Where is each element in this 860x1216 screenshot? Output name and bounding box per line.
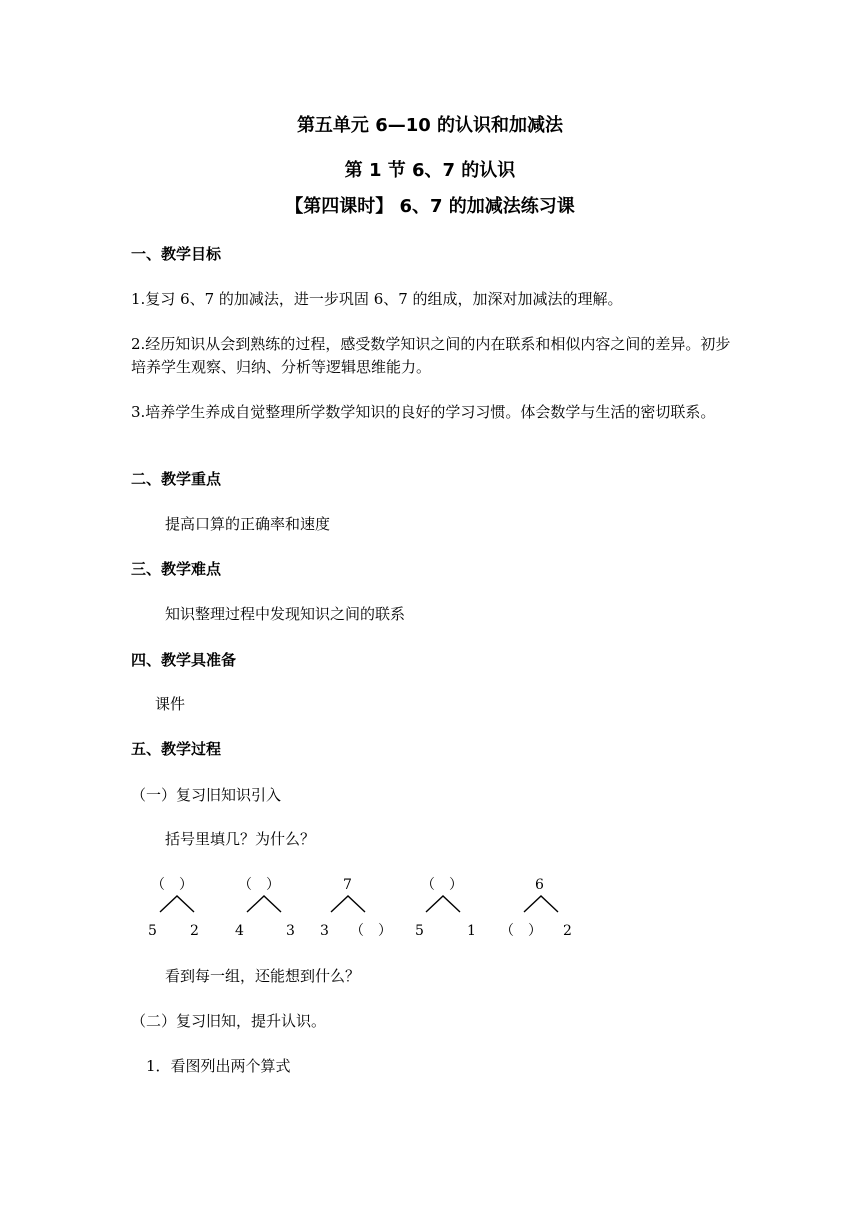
lesson-title: 【第四课时】 6、7 的加减法练习课 — [285, 196, 575, 217]
part1-followup: 看到每一组，还能想到什么？ — [165, 967, 361, 985]
unit-title: 第五单元 6—10 的认识和加减法 — [296, 115, 564, 136]
tree-right: 1 — [467, 923, 476, 939]
part2-item-1: 1．看图列出两个算式 — [146, 1057, 291, 1075]
tree-left: 4 — [235, 923, 244, 939]
tree-left: 3 — [320, 923, 329, 939]
preparation-heading: 四、教学具准备 — [131, 651, 237, 669]
key-points-heading: 二、教学重点 — [131, 470, 222, 488]
tree-left: 5 — [415, 923, 424, 939]
part1-prompt: 括号里填几？为什么？ — [165, 830, 316, 848]
objective-item-3: 3.培养学生养成自觉整理所学数学知识的良好的学习习惯。体会数学与生活的密切联系。 — [131, 403, 716, 421]
objective-item-1: 1.复习 6、7 的加减法，进一步巩固 6、7 的组成，加深对加减法的理解。 — [131, 290, 623, 308]
tree-top: （ ） — [421, 877, 463, 893]
section-title: 第 1 节 6、7 的认识 — [344, 160, 516, 181]
tree-top: 6 — [535, 877, 544, 893]
tree-right: （ ） — [350, 923, 392, 939]
objective-item-2: 2.经历知识从会到熟练的过程，感受数学知识之间的内在联系和相似内容之间的差异。初步培养学生观察、归纳、分析等逻辑思维能力。 — [131, 335, 731, 376]
process-heading: 五、教学过程 — [131, 740, 222, 758]
preparation-text: 课件 — [155, 695, 186, 713]
key-points-text: 提高口算的正确率和速度 — [165, 515, 331, 533]
tree-top: （ ） — [238, 877, 280, 893]
part2-heading: （二）复习旧知，提升认识。 — [131, 1012, 327, 1030]
tree-top: 7 — [343, 877, 352, 893]
tree-right: 3 — [286, 923, 295, 939]
part1-heading: （一）复习旧知识引入 — [131, 786, 282, 804]
tree-right: 2 — [190, 923, 199, 939]
tree-top: （ ） — [151, 877, 193, 893]
tree-left: 5 — [148, 923, 157, 939]
difficulties-text: 知识整理过程中发现知识之间的联系 — [165, 605, 406, 623]
tree-right: 2 — [563, 923, 572, 939]
objectives-heading: 一、教学目标 — [131, 245, 222, 263]
difficulties-heading: 三、教学难点 — [131, 560, 222, 578]
tree-left: （ ） — [500, 923, 542, 939]
